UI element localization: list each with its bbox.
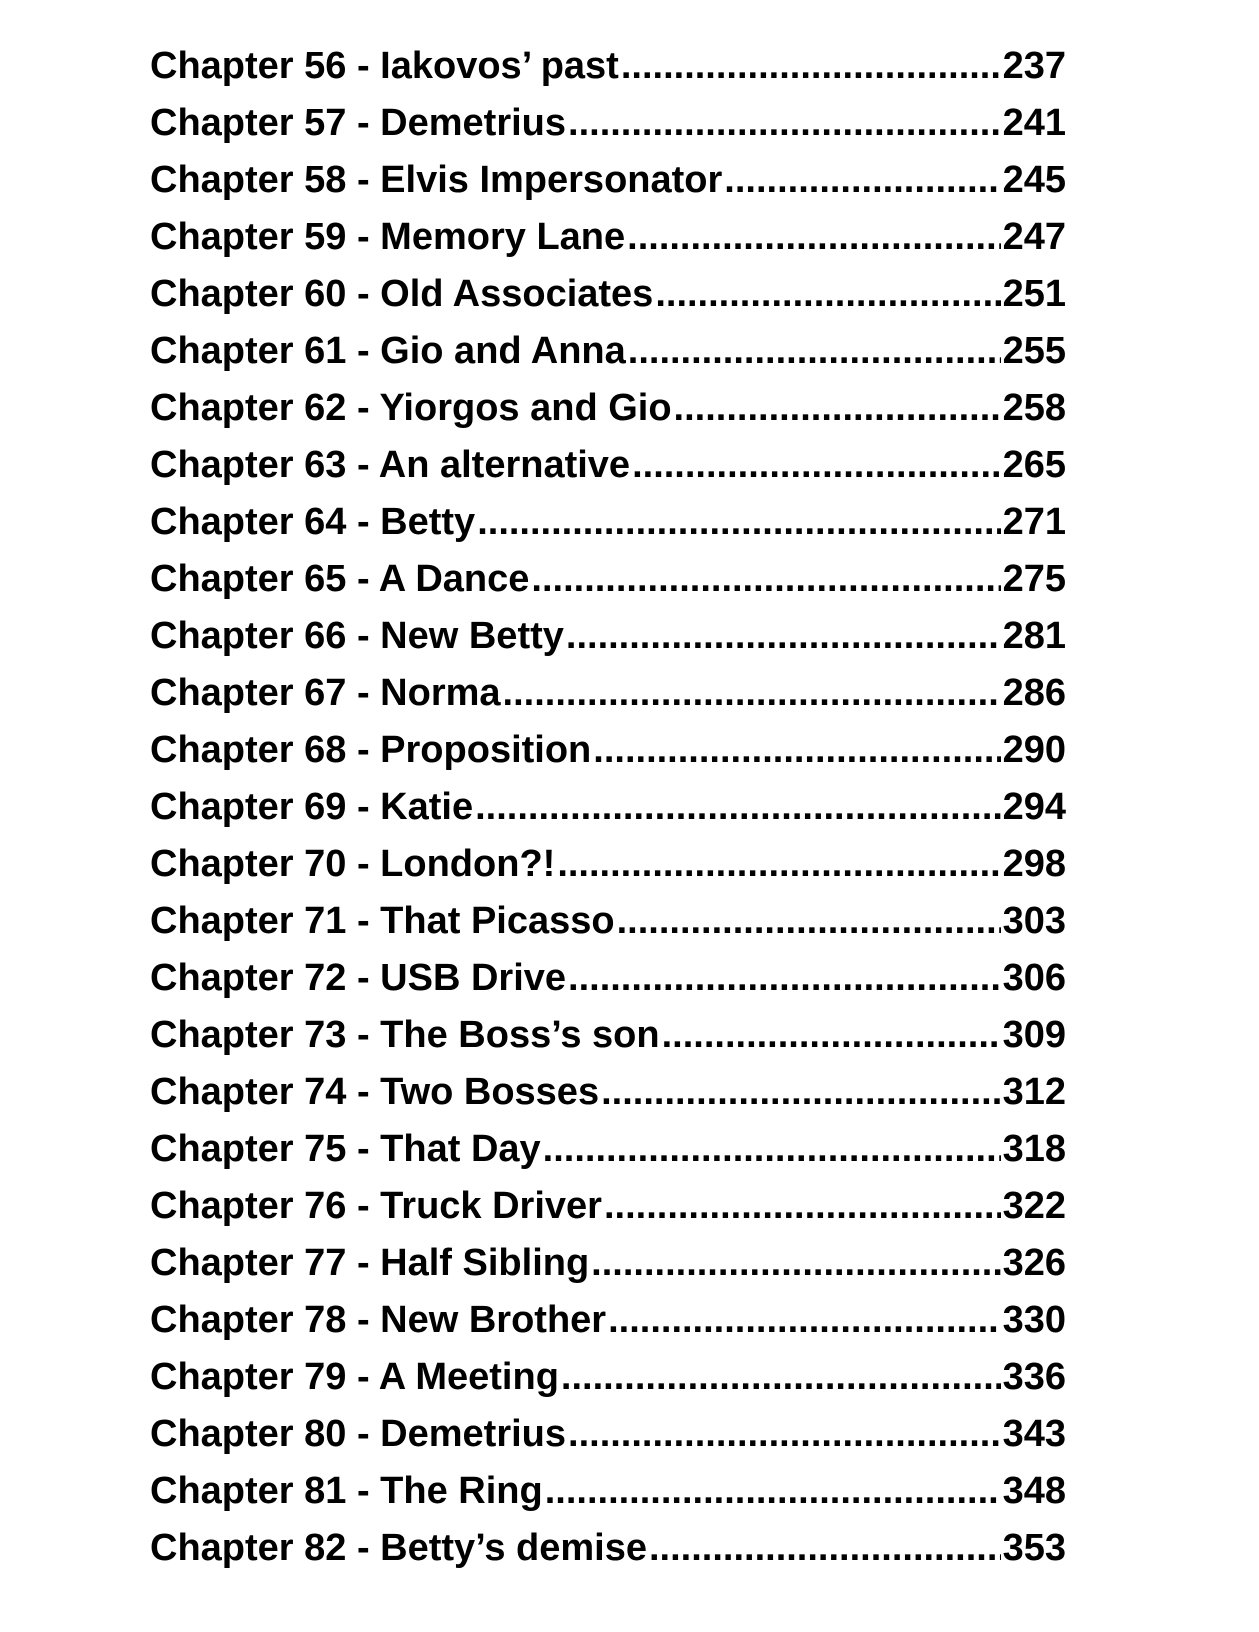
chapter-title: Chapter 60 - Old Associates — [150, 273, 654, 315]
page-number: 245 — [1002, 159, 1066, 201]
page-number: 275 — [1002, 558, 1066, 600]
chapter-title: Chapter 71 - That Picasso — [150, 900, 615, 942]
page-number: 309 — [1002, 1014, 1066, 1056]
page-number: 271 — [1002, 501, 1066, 543]
chapter-title: Chapter 68 - Proposition — [150, 729, 592, 771]
page-number: 303 — [1002, 900, 1066, 942]
dot-leader — [543, 1121, 1001, 1178]
page-number: 290 — [1002, 729, 1066, 771]
page-number: 326 — [1002, 1242, 1066, 1284]
toc-entry — [150, 380, 1066, 437]
dot-leader — [475, 779, 1001, 836]
chapter-title: Chapter 75 - That Day — [150, 1128, 541, 1170]
toc-entry — [150, 893, 1066, 950]
dot-leader — [568, 950, 1001, 1007]
toc-entry — [150, 209, 1066, 266]
dot-leader — [632, 437, 1001, 494]
toc-entry — [150, 1121, 1066, 1178]
page-number: 286 — [1002, 672, 1066, 714]
toc-entry — [150, 1406, 1066, 1463]
chapter-title: Chapter 66 - New Betty — [150, 615, 564, 657]
table-of-contents — [150, 38, 1066, 1577]
chapter-title: Chapter 58 - Elvis Impersonator — [150, 159, 723, 201]
page-number: 265 — [1002, 444, 1066, 486]
toc-entry — [150, 1178, 1066, 1235]
chapter-title: Chapter 81 - The Ring — [150, 1470, 543, 1512]
toc-entry — [150, 323, 1066, 380]
toc-entry — [150, 1349, 1066, 1406]
page-number: 330 — [1002, 1299, 1066, 1341]
toc-entry — [150, 950, 1066, 1007]
dot-leader — [617, 893, 1001, 950]
toc-entry — [150, 1007, 1066, 1064]
chapter-title: Chapter 72 - USB Drive — [150, 957, 567, 999]
toc-entry — [150, 266, 1066, 323]
toc-entry — [150, 38, 1066, 95]
dot-leader — [531, 551, 1000, 608]
page-number: 255 — [1002, 330, 1066, 372]
page-number: 251 — [1002, 273, 1066, 315]
dot-leader — [649, 1520, 1001, 1577]
dot-leader — [674, 380, 1001, 437]
toc-entry — [150, 722, 1066, 779]
chapter-title: Chapter 67 - Norma — [150, 672, 501, 714]
page-number: 312 — [1002, 1071, 1066, 1113]
dot-leader — [568, 1406, 1001, 1463]
dot-leader — [557, 836, 1000, 893]
dot-leader — [545, 1463, 1001, 1520]
page-number: 241 — [1002, 102, 1066, 144]
toc-entry — [150, 494, 1066, 551]
dot-leader — [627, 209, 1000, 266]
toc-entry — [150, 1235, 1066, 1292]
page-number: 353 — [1002, 1527, 1066, 1569]
dot-leader — [601, 1064, 1001, 1121]
dot-leader — [503, 665, 1001, 722]
dot-leader — [593, 722, 1000, 779]
toc-entry — [150, 608, 1066, 665]
toc-entry — [150, 1064, 1066, 1121]
page-number: 343 — [1002, 1413, 1066, 1455]
chapter-title: Chapter 59 - Memory Lane — [150, 216, 626, 258]
chapter-title: Chapter 78 - New Brother — [150, 1299, 607, 1341]
chapter-title: Chapter 56 - Iakovos’ past — [150, 45, 619, 87]
chapter-title: Chapter 79 - A Meeting — [150, 1356, 559, 1398]
toc-entry — [150, 1292, 1066, 1349]
page-number: 237 — [1002, 45, 1066, 87]
chapter-title: Chapter 77 - Half Sibling — [150, 1242, 590, 1284]
toc-entry — [150, 1520, 1066, 1577]
chapter-title: Chapter 74 - Two Bosses — [150, 1071, 600, 1113]
chapter-title: Chapter 57 - Demetrius — [150, 102, 567, 144]
chapter-title: Chapter 73 - The Boss’s son — [150, 1014, 660, 1056]
toc-entry — [150, 95, 1066, 152]
dot-leader — [477, 494, 1000, 551]
toc-entry — [150, 551, 1066, 608]
toc-entry — [150, 152, 1066, 209]
chapter-title: Chapter 69 - Katie — [150, 786, 474, 828]
dot-leader — [566, 608, 1001, 665]
chapter-title: Chapter 76 - Truck Driver — [150, 1185, 602, 1227]
dot-leader — [608, 1292, 1001, 1349]
dot-leader — [655, 266, 1000, 323]
page-number: 318 — [1002, 1128, 1066, 1170]
chapter-title: Chapter 65 - A Dance — [150, 558, 530, 600]
dot-leader — [591, 1235, 1000, 1292]
chapter-title: Chapter 80 - Demetrius — [150, 1413, 567, 1455]
page-number: 306 — [1002, 957, 1066, 999]
page-number: 348 — [1002, 1470, 1066, 1512]
dot-leader — [724, 152, 1000, 209]
page-number: 336 — [1002, 1356, 1066, 1398]
dot-leader — [662, 1007, 1001, 1064]
page-number: 294 — [1002, 786, 1066, 828]
dot-leader — [621, 38, 1001, 95]
page-number: 258 — [1002, 387, 1066, 429]
chapter-title: Chapter 61 - Gio and Anna — [150, 330, 626, 372]
dot-leader — [628, 323, 1001, 380]
chapter-title: Chapter 82 - Betty’s demise — [150, 1527, 647, 1569]
chapter-title: Chapter 64 - Betty — [150, 501, 476, 543]
page-number: 322 — [1002, 1185, 1066, 1227]
dot-leader — [568, 95, 1001, 152]
page-number: 281 — [1002, 615, 1066, 657]
toc-entry — [150, 779, 1066, 836]
chapter-title: Chapter 62 - Yiorgos and Gio — [150, 387, 672, 429]
toc-entry — [150, 437, 1066, 494]
dot-leader — [604, 1178, 1001, 1235]
chapter-title: Chapter 63 - An alternative — [150, 444, 631, 486]
page-number: 247 — [1002, 216, 1066, 258]
page-number: 298 — [1002, 843, 1066, 885]
toc-entry — [150, 1463, 1066, 1520]
toc-entry — [150, 836, 1066, 893]
dot-leader — [561, 1349, 1001, 1406]
chapter-title: Chapter 70 - London?! — [150, 843, 556, 885]
toc-entry — [150, 665, 1066, 722]
